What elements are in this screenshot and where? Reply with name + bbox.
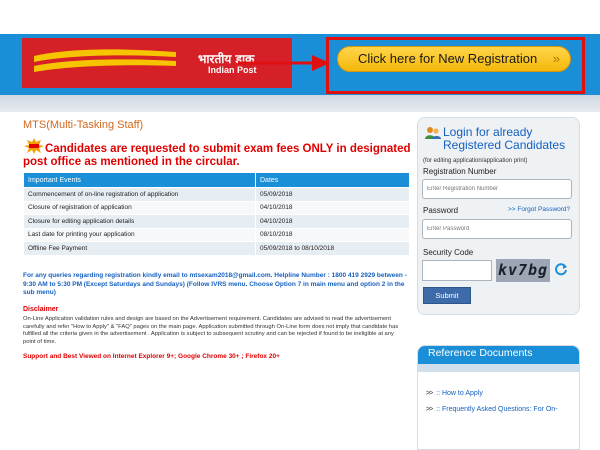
- browser-support-note: Support and Best Viewed on Internet Explorer 9+; Google Chrome 30+ ; Firefox 20+: [23, 353, 280, 360]
- password-input[interactable]: [422, 219, 572, 239]
- date-cell: 04/10/2018: [256, 201, 410, 215]
- table-row: [24, 242, 410, 256]
- new-registration-button[interactable]: [337, 46, 571, 72]
- security-code-label: Security Code: [423, 248, 474, 257]
- submit-button[interactable]: Submit: [423, 287, 471, 304]
- login-subtitle: (for editing application/application print): [423, 158, 528, 164]
- password-label: Password: [423, 206, 459, 215]
- important-events-table: [23, 172, 410, 256]
- forgot-password-label: Forgot Password?: [517, 206, 571, 213]
- how-to-apply-link[interactable]: [426, 390, 483, 397]
- table-row: [24, 201, 410, 215]
- disclaimer-text: On-Line Application validation rules and design are based on the Advertisement requirement. Candidates are advised to read the advertisement carefully and refer "How to Apply" & "FAQ" pages on the main page. Application submitted through On-Line form does not imply that candidate has fulfilled all the criteria given in the advertisement . Application is subject to subsequent scrutiny and can be rejected if found to be ineligible at any point of time.: [23, 316, 399, 345]
- users-icon: [425, 126, 441, 140]
- reference-documents-panel: [417, 345, 580, 450]
- double-chevron-icon: >>: [508, 206, 516, 213]
- double-chevron-icon: >>: [426, 390, 433, 397]
- table-row: [24, 215, 410, 229]
- registration-number-input[interactable]: [422, 179, 572, 199]
- refresh-icon[interactable]: [554, 262, 568, 276]
- table-header-row: [24, 173, 410, 188]
- table-row: [24, 228, 410, 242]
- faq-link[interactable]: [426, 406, 558, 413]
- login-title: [443, 126, 565, 152]
- new-registration-label: Click here for New Registration: [358, 51, 538, 66]
- faq-label: :: Frequently Asked Questions: For On-: [436, 406, 558, 413]
- security-code-input[interactable]: [422, 260, 492, 281]
- date-cell: 08/10/2018: [256, 228, 410, 242]
- date-cell: 04/10/2018: [256, 215, 410, 229]
- how-to-apply-label: :: How to Apply: [436, 390, 483, 397]
- double-chevron-icon: >>: [426, 406, 433, 413]
- dates-column-header: Dates: [256, 173, 410, 188]
- table-row: [24, 188, 410, 202]
- captcha-image: kv7bg: [496, 259, 550, 282]
- date-cell: 05/09/2018 to 08/10/2018: [256, 242, 410, 256]
- event-cell: Offline Fee Payment: [24, 242, 256, 256]
- reference-header: [418, 346, 580, 372]
- page-title: MTS(Multi-Tasking Staff): [23, 119, 144, 131]
- event-cell: Closure for editing application details: [24, 215, 256, 229]
- registration-number-label: Registration Number: [423, 167, 497, 176]
- event-cell: Last date for printing your application: [24, 228, 256, 242]
- helpline-info: For any queries regarding registration kindly email to mtsexam2018@gmail.com. Helpline Number : 1800 419 2929 between - 9:30 AM to 5:30 PM (Except Saturdays and Sundays) (Follow IVRS menu. Choose Option 7 in main menu and option 2 in the sub menu): [23, 272, 407, 296]
- date-cell: 05/09/2018: [256, 188, 410, 202]
- logo-english-text: Indian Post: [208, 65, 257, 75]
- login-title-line1: Login for already: [443, 125, 533, 139]
- logo-hindi-text: भारतीय डाक: [198, 52, 255, 66]
- event-cell: Commencement of on-line registration of application: [24, 188, 256, 202]
- double-chevron-right-icon: »: [552, 51, 558, 66]
- disclaimer-heading: Disclaimer: [23, 306, 59, 313]
- events-column-header: Important Events: [24, 173, 256, 188]
- arrow-right-icon: [238, 52, 330, 74]
- india-post-swoosh-icon: [30, 46, 180, 80]
- fee-notice: Candidates are requested to submit exam fees ONLY in designated post office as mentioned in the circular.: [23, 143, 411, 168]
- forgot-password-link[interactable]: [508, 206, 570, 213]
- reference-title: Reference Documents: [428, 347, 533, 359]
- event-cell: Closure of registration of application: [24, 201, 256, 215]
- login-title-line2: Registered Candidates: [443, 138, 566, 152]
